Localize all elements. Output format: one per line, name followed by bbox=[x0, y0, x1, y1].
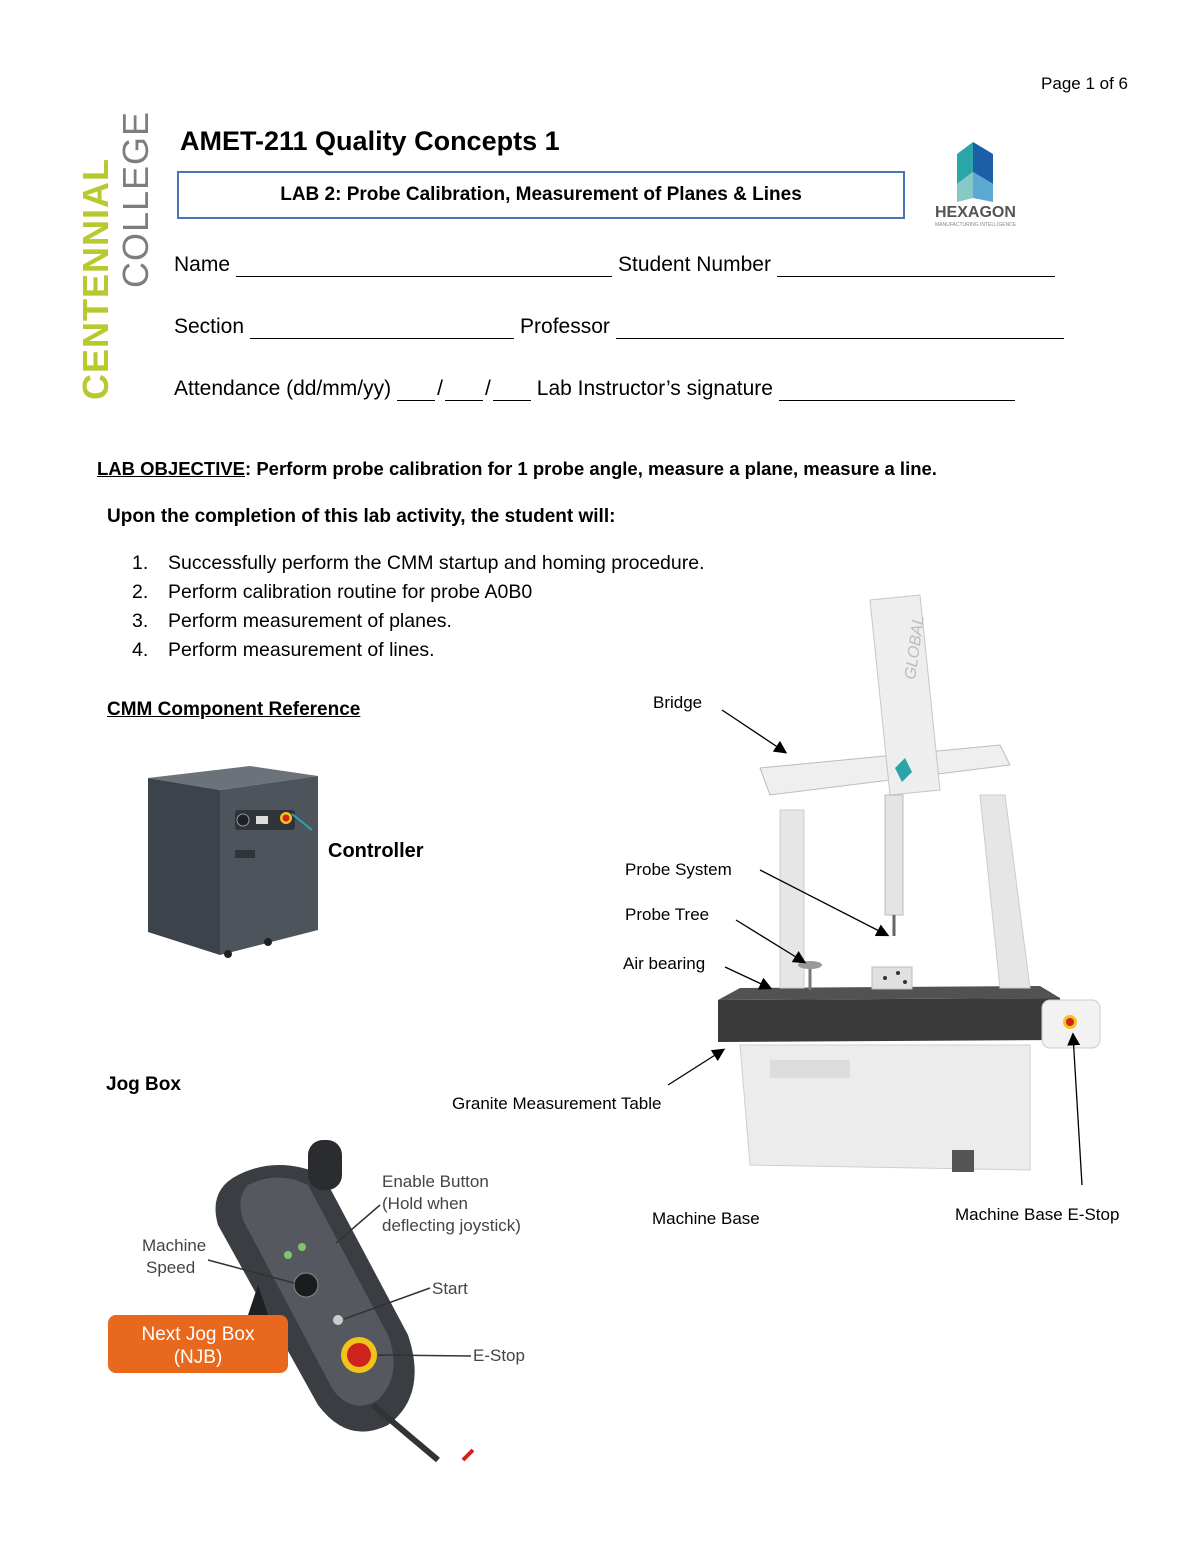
section-label: Section bbox=[174, 315, 245, 338]
air-bearing-callout: Air bearing bbox=[623, 954, 706, 973]
list-item: 4. Perform measurement of lines. bbox=[132, 639, 435, 661]
enable-button-line2: (Hold when bbox=[382, 1194, 468, 1213]
hexagon-wordmark: HEXAGON bbox=[935, 204, 1016, 221]
hexagon-tagline: MANUFACTURING INTELLIGENCE bbox=[935, 222, 1017, 228]
student-number-field[interactable] bbox=[777, 258, 1055, 277]
page-number: Page 1 of 6 bbox=[1041, 74, 1128, 93]
college-logo-line1: CENTENNIAL bbox=[75, 158, 116, 400]
machine-speed-line1: Machine bbox=[142, 1236, 207, 1255]
machine-base-estop-callout: Machine Base E-Stop bbox=[955, 1205, 1120, 1224]
bridge-callout: Bridge bbox=[653, 693, 703, 712]
list-item: 1. Successfully perform the CMM startup and homing procedure. bbox=[132, 552, 705, 574]
cmm-diagram bbox=[440, 590, 1160, 1240]
enable-button-line3: deflecting joystick) bbox=[382, 1216, 521, 1235]
name-label: Name bbox=[174, 253, 231, 276]
probe-tree-callout: Probe Tree bbox=[625, 905, 710, 924]
form-row-2 bbox=[174, 315, 1070, 339]
enable-button-line1: Enable Button bbox=[382, 1172, 489, 1191]
objective-text: : Perform probe calibration for 1 probe angle, measure a plane, measure a line. bbox=[245, 458, 937, 479]
student-number-label: Student Number bbox=[618, 253, 771, 276]
date-separator: / bbox=[437, 377, 443, 400]
attendance-month-field[interactable] bbox=[445, 382, 483, 401]
cmm-column-brand: GLOBAL bbox=[902, 614, 928, 681]
lab-title-box bbox=[177, 171, 905, 219]
machine-base-callout: Machine Base bbox=[652, 1209, 760, 1228]
course-title: AMET-211 Quality Concepts 1 bbox=[180, 126, 560, 156]
estop-callout: E-Stop bbox=[473, 1346, 525, 1365]
lab-title: LAB 2: Probe Calibration, Measurement of Planes & Lines bbox=[280, 184, 802, 205]
objective-label: LAB OBJECTIVE bbox=[97, 458, 246, 479]
probe-system-callout: Probe System bbox=[625, 860, 732, 879]
attendance-year-field[interactable] bbox=[493, 382, 531, 401]
date-separator: / bbox=[484, 377, 491, 400]
professor-field[interactable] bbox=[616, 320, 1064, 339]
controller-label: Controller bbox=[328, 840, 424, 862]
start-callout: Start bbox=[432, 1279, 468, 1298]
outcomes-intro: Upon the completion of this lab activity, the student will: bbox=[107, 506, 616, 527]
form-row-3 bbox=[174, 377, 1021, 401]
lab-objective bbox=[97, 458, 937, 480]
section-field[interactable] bbox=[250, 320, 514, 339]
signature-label: Lab Instructor’s signature bbox=[536, 377, 773, 400]
list-item: 2. Perform calibration routine for probe A0B0 bbox=[132, 581, 533, 603]
granite-table-callout: Granite Measurement Table bbox=[452, 1094, 662, 1113]
njb-label-line1: Next Jog Box bbox=[141, 1324, 255, 1345]
component-reference-heading: CMM Component Reference bbox=[107, 699, 361, 720]
signature-field[interactable] bbox=[779, 382, 1015, 401]
hexagon-logo bbox=[935, 140, 1035, 230]
machine-speed-line2: Speed bbox=[146, 1258, 196, 1277]
college-logo-line2: COLLEGE bbox=[115, 110, 156, 288]
jog-box-label: Jog Box bbox=[106, 1074, 181, 1095]
controller-image bbox=[140, 760, 330, 960]
professor-label: Professor bbox=[520, 315, 610, 338]
attendance-label: Attendance (dd/mm/yy) bbox=[174, 377, 392, 400]
njb-label-line2: (NJB) bbox=[173, 1347, 223, 1368]
attendance-day-field[interactable] bbox=[397, 382, 435, 401]
name-field[interactable] bbox=[236, 258, 612, 277]
list-item: 3. Perform measurement of planes. bbox=[132, 610, 452, 632]
form-row-1 bbox=[174, 253, 1061, 277]
college-logo bbox=[70, 110, 160, 410]
